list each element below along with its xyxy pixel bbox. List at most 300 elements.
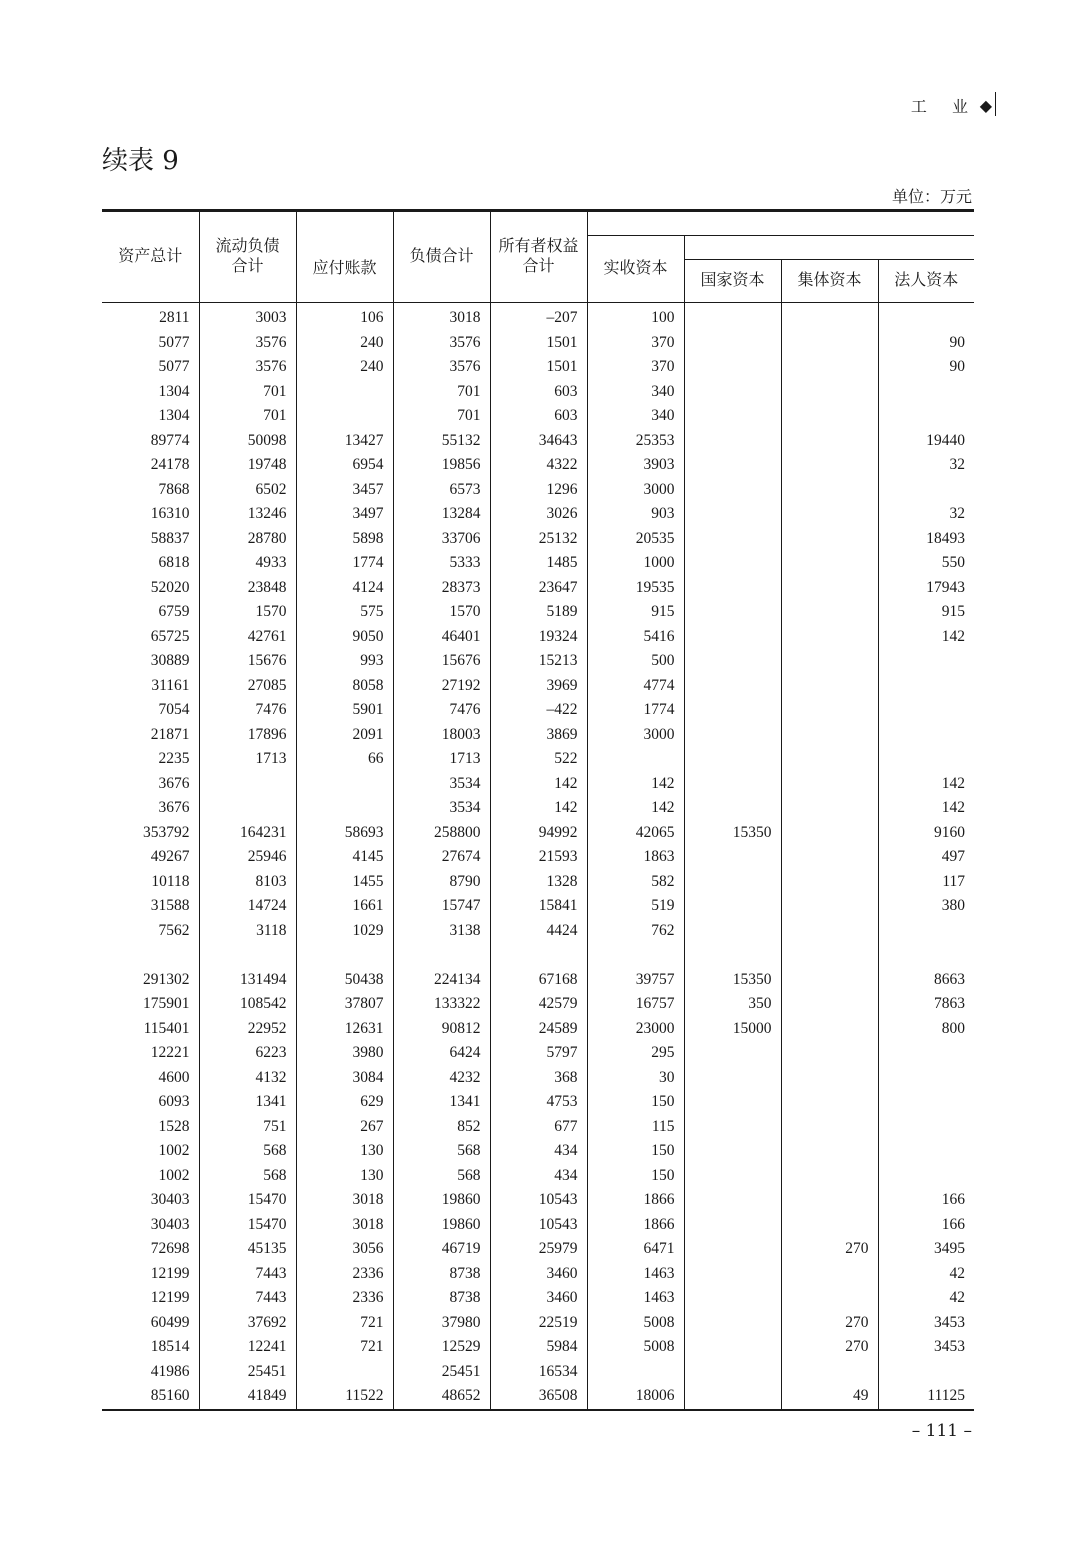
table-cell: 24589 (490, 1017, 587, 1042)
table-cell: 4322 (490, 453, 587, 478)
table-cell: 3018 (393, 303, 490, 331)
col-header-current-liabilities: 流动负债合计 (199, 211, 296, 303)
col-header-total-liabilities: 负债合计 (393, 211, 490, 303)
table-cell (684, 1115, 781, 1140)
table-cell: 434 (490, 1139, 587, 1164)
col-header-group-spacer (587, 211, 974, 236)
table-cell (878, 1066, 974, 1091)
table-cell: 915 (587, 600, 684, 625)
table-cell: 3869 (490, 723, 587, 748)
table-row (102, 331, 974, 356)
table-cell: 1661 (296, 894, 393, 919)
table-cell: 1341 (393, 1090, 490, 1115)
table-cell: 50098 (199, 429, 296, 454)
table-cell (684, 1066, 781, 1091)
table-cell: 993 (296, 649, 393, 674)
table-cell: 7443 (199, 1262, 296, 1287)
table-cell: 380 (941, 897, 965, 915)
table-cell (781, 674, 878, 699)
table-cell (684, 943, 781, 968)
table-cell: 701 (393, 380, 490, 405)
table-cell: 6502 (199, 478, 296, 503)
table-cell: 1304 (102, 380, 199, 405)
table-cell (781, 747, 878, 772)
table-cell: 9160 (934, 823, 965, 841)
table-cell (684, 1041, 781, 1066)
table-cell: 5333 (393, 551, 490, 576)
table-row (102, 625, 974, 650)
table-cell (878, 649, 974, 674)
col-header-owners-equity: 所有者权益合计 (490, 211, 587, 303)
table-row (102, 1017, 974, 1042)
running-head-text: 工 业 (910, 97, 978, 116)
table-cell: 7054 (102, 698, 199, 723)
table-cell: 20535 (587, 527, 684, 552)
table-row (102, 870, 974, 895)
table-cell: 34643 (490, 429, 587, 454)
table-cell (878, 404, 974, 429)
table-cell: 3460 (490, 1286, 587, 1311)
table-cell: 1713 (199, 747, 296, 772)
table-cell: 5416 (587, 625, 684, 650)
table-cell: 240 (296, 331, 393, 356)
table-cell (684, 1262, 781, 1287)
table-cell: 89774 (102, 429, 199, 454)
table-cell: 21593 (490, 845, 587, 870)
table-cell: 1501 (490, 331, 587, 356)
table-cell: 6223 (199, 1041, 296, 1066)
table-cell (199, 943, 296, 968)
table-cell: 142 (587, 772, 684, 797)
table-cell: 3138 (393, 919, 490, 944)
table-cell: 142 (490, 772, 587, 797)
table-cell: 3000 (587, 478, 684, 503)
table-cell: 224134 (393, 968, 490, 993)
table-cell (781, 1188, 878, 1213)
table-row (102, 772, 974, 797)
table-cell (781, 723, 878, 748)
table-cell: 1000 (587, 551, 684, 576)
table-cell: 1485 (490, 551, 587, 576)
table-cell (684, 625, 781, 650)
table-cell: 3453 (934, 1313, 965, 1331)
table-cell: 142 (941, 627, 965, 645)
table-row (102, 551, 974, 576)
table-row (102, 968, 974, 993)
table-cell: 3576 (199, 355, 296, 380)
table-cell: 3000 (587, 723, 684, 748)
table-cell: 852 (393, 1115, 490, 1140)
table-cell: 33706 (393, 527, 490, 552)
table-row (102, 576, 974, 601)
table-cell (878, 919, 974, 944)
col-header-subgroup-spacer (684, 236, 974, 260)
table-cell: 3118 (199, 919, 296, 944)
table-cell (878, 698, 974, 723)
col-header-spacer (296, 211, 393, 236)
table-row (102, 992, 974, 1017)
table-cell (684, 1335, 781, 1360)
table-cell (684, 1139, 781, 1164)
table-cell: 164231 (199, 821, 296, 846)
table-cell: 42065 (587, 821, 684, 846)
table-cell: 240 (296, 355, 393, 380)
table-cell: 142 (941, 799, 965, 817)
table-cell (684, 1090, 781, 1115)
table-cell: 133322 (393, 992, 490, 1017)
table-cell: 66 (296, 747, 393, 772)
table-cell: 108542 (199, 992, 296, 1017)
table-cell: 17943 (926, 578, 965, 596)
table-cell: 8663 (934, 970, 965, 988)
table-cell: 30403 (102, 1213, 199, 1238)
table-cell (781, 625, 878, 650)
table-cell: 23848 (199, 576, 296, 601)
table-cell (781, 551, 878, 576)
table-cell: 30403 (102, 1188, 199, 1213)
table-row (102, 355, 974, 380)
table-cell (684, 845, 781, 870)
table-cell: 434 (490, 1164, 587, 1189)
table-cell: 22519 (490, 1311, 587, 1336)
col-header-state-capital: 国家资本 (684, 260, 781, 303)
table-cell (684, 600, 781, 625)
table-row (102, 649, 974, 674)
table-cell (878, 1139, 974, 1164)
table-cell: 15470 (199, 1188, 296, 1213)
table-cell: 130 (296, 1164, 393, 1189)
table-cell (781, 478, 878, 503)
table-cell: 2811 (102, 303, 199, 331)
table-row (102, 1164, 974, 1189)
table-cell: 522 (490, 747, 587, 772)
table-cell: 701 (199, 404, 296, 429)
table-cell (878, 674, 974, 699)
table-cell: 48652 (393, 1384, 490, 1410)
table-cell: 568 (393, 1139, 490, 1164)
col-header-accounts-payable: 应付账款 (296, 236, 393, 303)
table-cell: 32 (949, 456, 965, 474)
table-cell (684, 429, 781, 454)
table-cell (781, 502, 878, 527)
table-cell: 150 (587, 1139, 684, 1164)
table-cell: 4232 (393, 1066, 490, 1091)
table-cell: 42579 (490, 992, 587, 1017)
table-cell (684, 674, 781, 699)
table-cell: 45135 (199, 1237, 296, 1262)
table-cell: 603 (490, 404, 587, 429)
table-cell (684, 698, 781, 723)
table-cell: 4145 (296, 845, 393, 870)
table-cell (684, 1237, 781, 1262)
table-cell: 3576 (393, 355, 490, 380)
table-cell: 50438 (296, 968, 393, 993)
table-cell: 1528 (102, 1115, 199, 1140)
table-cell: 8738 (393, 1286, 490, 1311)
table-cell (878, 1090, 974, 1115)
table-cell: 18003 (393, 723, 490, 748)
table-cell: 117 (942, 872, 965, 890)
table-cell: 12241 (199, 1335, 296, 1360)
table-cell (587, 1360, 684, 1385)
table-cell: 9050 (296, 625, 393, 650)
table-cell: 46401 (393, 625, 490, 650)
table-cell: 150 (587, 1090, 684, 1115)
table-cell (781, 1360, 878, 1385)
table-cell (878, 1041, 974, 1066)
table-row (102, 1115, 974, 1140)
table-cell (684, 1311, 781, 1336)
table-cell (296, 796, 393, 821)
table-cell (684, 331, 781, 356)
table-cell (781, 527, 878, 552)
table-cell: 41986 (102, 1360, 199, 1385)
table-row (102, 1090, 974, 1115)
table-cell: 6424 (393, 1041, 490, 1066)
table-cell: 603 (490, 380, 587, 405)
table-cell: 18006 (587, 1384, 684, 1410)
table-cell (781, 992, 878, 1017)
table-row (102, 698, 974, 723)
table-cell: 368 (490, 1066, 587, 1091)
table-cell: 6471 (587, 1237, 684, 1262)
table-cell: 4600 (102, 1066, 199, 1091)
table-cell (781, 919, 878, 944)
running-head-rule (995, 92, 996, 116)
table-cell: 3453 (934, 1338, 965, 1356)
table-row (102, 527, 974, 552)
table-cell: 37692 (199, 1311, 296, 1336)
table-cell: 12199 (102, 1262, 199, 1287)
table-cell: 90 (949, 333, 965, 351)
table-cell: 1463 (587, 1262, 684, 1287)
table-cell: –422 (490, 698, 587, 723)
table-row (102, 1335, 974, 1360)
table-cell: 5008 (587, 1311, 684, 1336)
table-cell: 1774 (587, 698, 684, 723)
table-cell: 762 (587, 919, 684, 944)
table-cell: 629 (296, 1090, 393, 1115)
table-row (102, 478, 974, 503)
table-cell: 46719 (393, 1237, 490, 1262)
table-row (102, 303, 974, 331)
table-row (102, 1041, 974, 1066)
table-cell: 1296 (490, 478, 587, 503)
table-cell (878, 723, 974, 748)
table-cell: 37807 (296, 992, 393, 1017)
table-cell: 270 (781, 1237, 878, 1262)
table-cell: 2091 (296, 723, 393, 748)
table-cell: 5008 (587, 1335, 684, 1360)
table-cell (587, 747, 684, 772)
table-cell (781, 600, 878, 625)
table-cell: 12199 (102, 1286, 199, 1311)
table-cell: 3457 (296, 478, 393, 503)
table-cell: 4132 (199, 1066, 296, 1091)
table-cell (684, 1164, 781, 1189)
table-cell: 15676 (199, 649, 296, 674)
table-cell: 94992 (490, 821, 587, 846)
table-cell (781, 453, 878, 478)
table-cell: 15000 (684, 1017, 781, 1042)
table-cell (878, 478, 974, 503)
table-row (102, 404, 974, 429)
table-cell (781, 894, 878, 919)
table-cell: 575 (296, 600, 393, 625)
table-cell: 16757 (587, 992, 684, 1017)
table-cell: 18493 (926, 529, 965, 547)
table-cell: 23647 (490, 576, 587, 601)
table-cell (781, 1164, 878, 1189)
table-row (102, 943, 974, 968)
table-cell: 25946 (199, 845, 296, 870)
table-cell: 130 (296, 1139, 393, 1164)
table-cell: 3534 (393, 772, 490, 797)
table-cell: 72698 (102, 1237, 199, 1262)
table-cell (684, 772, 781, 797)
table-cell (684, 453, 781, 478)
table-cell (781, 1262, 878, 1287)
table-cell: 903 (587, 502, 684, 527)
table-cell (684, 303, 781, 331)
table-cell: 58693 (296, 821, 393, 846)
table-cell: 13427 (296, 429, 393, 454)
table-cell: 721 (296, 1335, 393, 1360)
table-cell (781, 380, 878, 405)
table-title: 续表 9 (102, 146, 179, 176)
table-cell: 22952 (199, 1017, 296, 1042)
table-cell: 15213 (490, 649, 587, 674)
col-header-total-assets: 资产总计 (102, 211, 199, 303)
table-cell: 2336 (296, 1262, 393, 1287)
table-cell: 4124 (296, 576, 393, 601)
table-row (102, 1139, 974, 1164)
table-cell (781, 1286, 878, 1311)
table-cell: 3495 (934, 1240, 965, 1258)
table-row (102, 1262, 974, 1287)
table-cell (781, 870, 878, 895)
table-cell: 30889 (102, 649, 199, 674)
table-cell: 142 (490, 796, 587, 821)
table-row (102, 1188, 974, 1213)
table-cell: 1002 (102, 1164, 199, 1189)
table-cell: 270 (781, 1335, 878, 1360)
table-cell: 15470 (199, 1213, 296, 1238)
table-cell: 350 (684, 992, 781, 1017)
table-cell: 31161 (102, 674, 199, 699)
table-cell: 15676 (393, 649, 490, 674)
table-cell: 27085 (199, 674, 296, 699)
table-cell: 90 (949, 358, 965, 376)
table-cell: 568 (199, 1139, 296, 1164)
table-cell (296, 404, 393, 429)
table-row (102, 821, 974, 846)
table-cell: 7868 (102, 478, 199, 503)
table-cell: 353792 (102, 821, 199, 846)
table-cell: 85160 (102, 1384, 199, 1410)
table-row (102, 1286, 974, 1311)
table-cell: 19860 (393, 1213, 490, 1238)
table-cell: 5189 (490, 600, 587, 625)
table-cell: 1570 (199, 600, 296, 625)
col-header-collective-capital: 集体资本 (781, 260, 878, 303)
table-cell: 3534 (393, 796, 490, 821)
table-cell: 14724 (199, 894, 296, 919)
table-cell: 65725 (102, 625, 199, 650)
table-cell: 4774 (587, 674, 684, 699)
table-cell (781, 1017, 878, 1042)
table-cell: 550 (941, 554, 965, 572)
table-cell: 55132 (393, 429, 490, 454)
table-cell: 19860 (393, 1188, 490, 1213)
table-cell: 12631 (296, 1017, 393, 1042)
table-cell: 5984 (490, 1335, 587, 1360)
table-cell: 1866 (587, 1188, 684, 1213)
table-cell (781, 576, 878, 601)
table-cell: 5898 (296, 527, 393, 552)
table-row (102, 919, 974, 944)
table-cell (781, 649, 878, 674)
table-cell: 16534 (490, 1360, 587, 1385)
table-cell: 3576 (199, 331, 296, 356)
table-cell (684, 502, 781, 527)
table-cell: 42 (949, 1264, 965, 1282)
table-cell (684, 576, 781, 601)
table-cell: 13246 (199, 502, 296, 527)
table-cell: 15350 (684, 968, 781, 993)
table-cell: 13284 (393, 502, 490, 527)
table-row (102, 796, 974, 821)
table-cell: 28780 (199, 527, 296, 552)
table-row (102, 600, 974, 625)
table-cell: 5797 (490, 1041, 587, 1066)
table-cell: 11125 (878, 1384, 974, 1410)
table-cell: 7443 (199, 1286, 296, 1311)
table-cell (781, 331, 878, 356)
table-cell: 3676 (102, 772, 199, 797)
table-cell: 721 (296, 1311, 393, 1336)
table-cell (684, 870, 781, 895)
table-cell: 2336 (296, 1286, 393, 1311)
table-cell: 568 (393, 1164, 490, 1189)
table-cell (684, 1360, 781, 1385)
table-cell: 500 (587, 649, 684, 674)
table-cell: 1463 (587, 1286, 684, 1311)
table-cell (296, 380, 393, 405)
table-cell (684, 478, 781, 503)
table-cell: 16310 (102, 502, 199, 527)
table-cell (684, 919, 781, 944)
table-cell: 24178 (102, 453, 199, 478)
diamond-icon: ◆ (979, 96, 992, 115)
table-cell: 3676 (102, 796, 199, 821)
table-cell: 150 (587, 1164, 684, 1189)
table-cell: 370 (587, 355, 684, 380)
table-cell: 52020 (102, 576, 199, 601)
table-cell (684, 747, 781, 772)
table-cell: 1501 (490, 355, 587, 380)
table-cell: 37980 (393, 1311, 490, 1336)
table-cell: 2235 (102, 747, 199, 772)
table-cell: 3497 (296, 502, 393, 527)
table-cell (781, 404, 878, 429)
table-cell: 12221 (102, 1041, 199, 1066)
table-row (102, 747, 974, 772)
table-cell: 31588 (102, 894, 199, 919)
table-cell: 15841 (490, 894, 587, 919)
table-cell: 115 (587, 1115, 684, 1140)
table-cell (781, 1041, 878, 1066)
